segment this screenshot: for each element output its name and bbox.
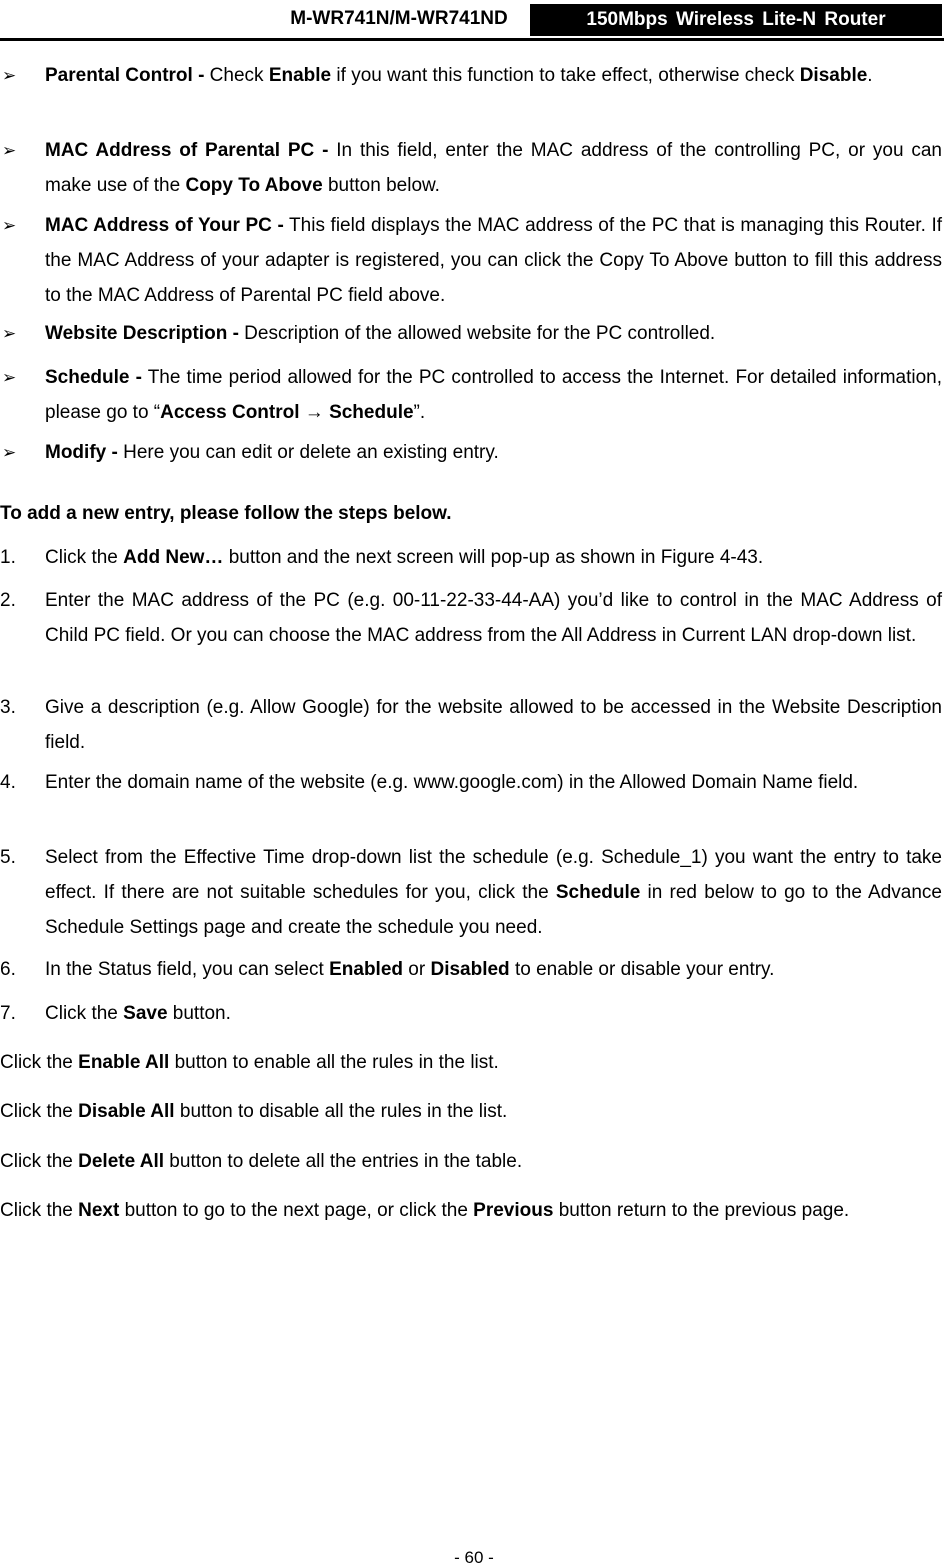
step-item: 3. Give a description (e.g. Allow Google) for the website allowed to be accessed in the Website Description field. [0, 697, 942, 753]
bullet-arrow-icon: ➢ [2, 66, 17, 85]
bullet-arrow-icon: ➢ [2, 443, 17, 462]
paragraph: Click the Enable All button to enable all the rules in the list. [0, 1052, 499, 1073]
header-rule [0, 38, 944, 41]
paragraph: Click the Next button to go to the next page, or click the Previous button return to the previous page. [0, 1200, 850, 1221]
bullet-mac-parental: ➢ MAC Address of Parental PC - In this field, enter the MAC address of the controlling PC, or you can make use of the Copy To Above button below. [0, 133, 942, 203]
header-product: 150Mbps Wireless Lite-N Router [530, 4, 942, 36]
page-header [0, 0, 948, 42]
step-item: 5. Select from the Effective Time drop-down list the schedule (e.g. Schedule_1) you want the entry to take effect. If there are not suitable schedules for you, click the Schedule in red below to go to the Advance Schedule Settings page and create the schedule you need. [0, 847, 942, 938]
step-item: 1. Click the Add New… button and the next screen will pop-up as shown in Figure 4-43. [0, 547, 764, 568]
step-item: 7. Click the Save button. [0, 1003, 231, 1024]
step-item: 6. In the Status field, you can select Enabled or Disabled to enable or disable your entry. [0, 959, 775, 980]
bullet-schedule: ➢ Schedule - The time period allowed for the PC controlled to access the Internet. For detailed information, please go to “Access Control → Schedule”. [0, 360, 942, 430]
bullet-arrow-icon: ➢ [2, 216, 17, 235]
bullet-parental-control: ➢ Parental Control - Check Enable if you want this function to take effect, otherwise check Disable. [0, 58, 942, 93]
header-model: M-WR741N/M-WR741ND [290, 8, 508, 29]
bullet-website-description: ➢ Website Description - Description of the allowed website for the PC controlled. [0, 316, 942, 351]
bullet-arrow-icon: ➢ [2, 324, 17, 343]
bullet-arrow-icon: ➢ [2, 141, 17, 160]
bullet-modify: ➢ Modify - Here you can edit or delete an existing entry. [0, 435, 942, 470]
step-item: 2. Enter the MAC address of the PC (e.g. 00-11-22-33-44-AA) you’d like to control in the MAC Address of Child PC field. Or you can choose the MAC address from the All Address in Current LAN drop-down list. [0, 590, 942, 646]
step-item: 4. Enter the domain name of the website (e.g. www.google.com) in the Allowed Domain Name field. [0, 772, 859, 793]
bullet-mac-your-pc: ➢ MAC Address of Your PC - This field displays the MAC address of the PC that is managing this Router. If the MAC Address of your adapter is registered, you can click the Copy To Above button to fill this address to the MAC Address of Parental PC field above. [0, 208, 942, 313]
page-number: - 60 - [454, 1548, 494, 1567]
paragraph: Click the Disable All button to disable all the rules in the list. [0, 1101, 508, 1122]
steps-intro: To add a new entry, please follow the steps below. [0, 503, 452, 524]
bullet-arrow-icon: ➢ [2, 368, 17, 387]
paragraph: Click the Delete All button to delete all the entries in the table. [0, 1151, 523, 1172]
